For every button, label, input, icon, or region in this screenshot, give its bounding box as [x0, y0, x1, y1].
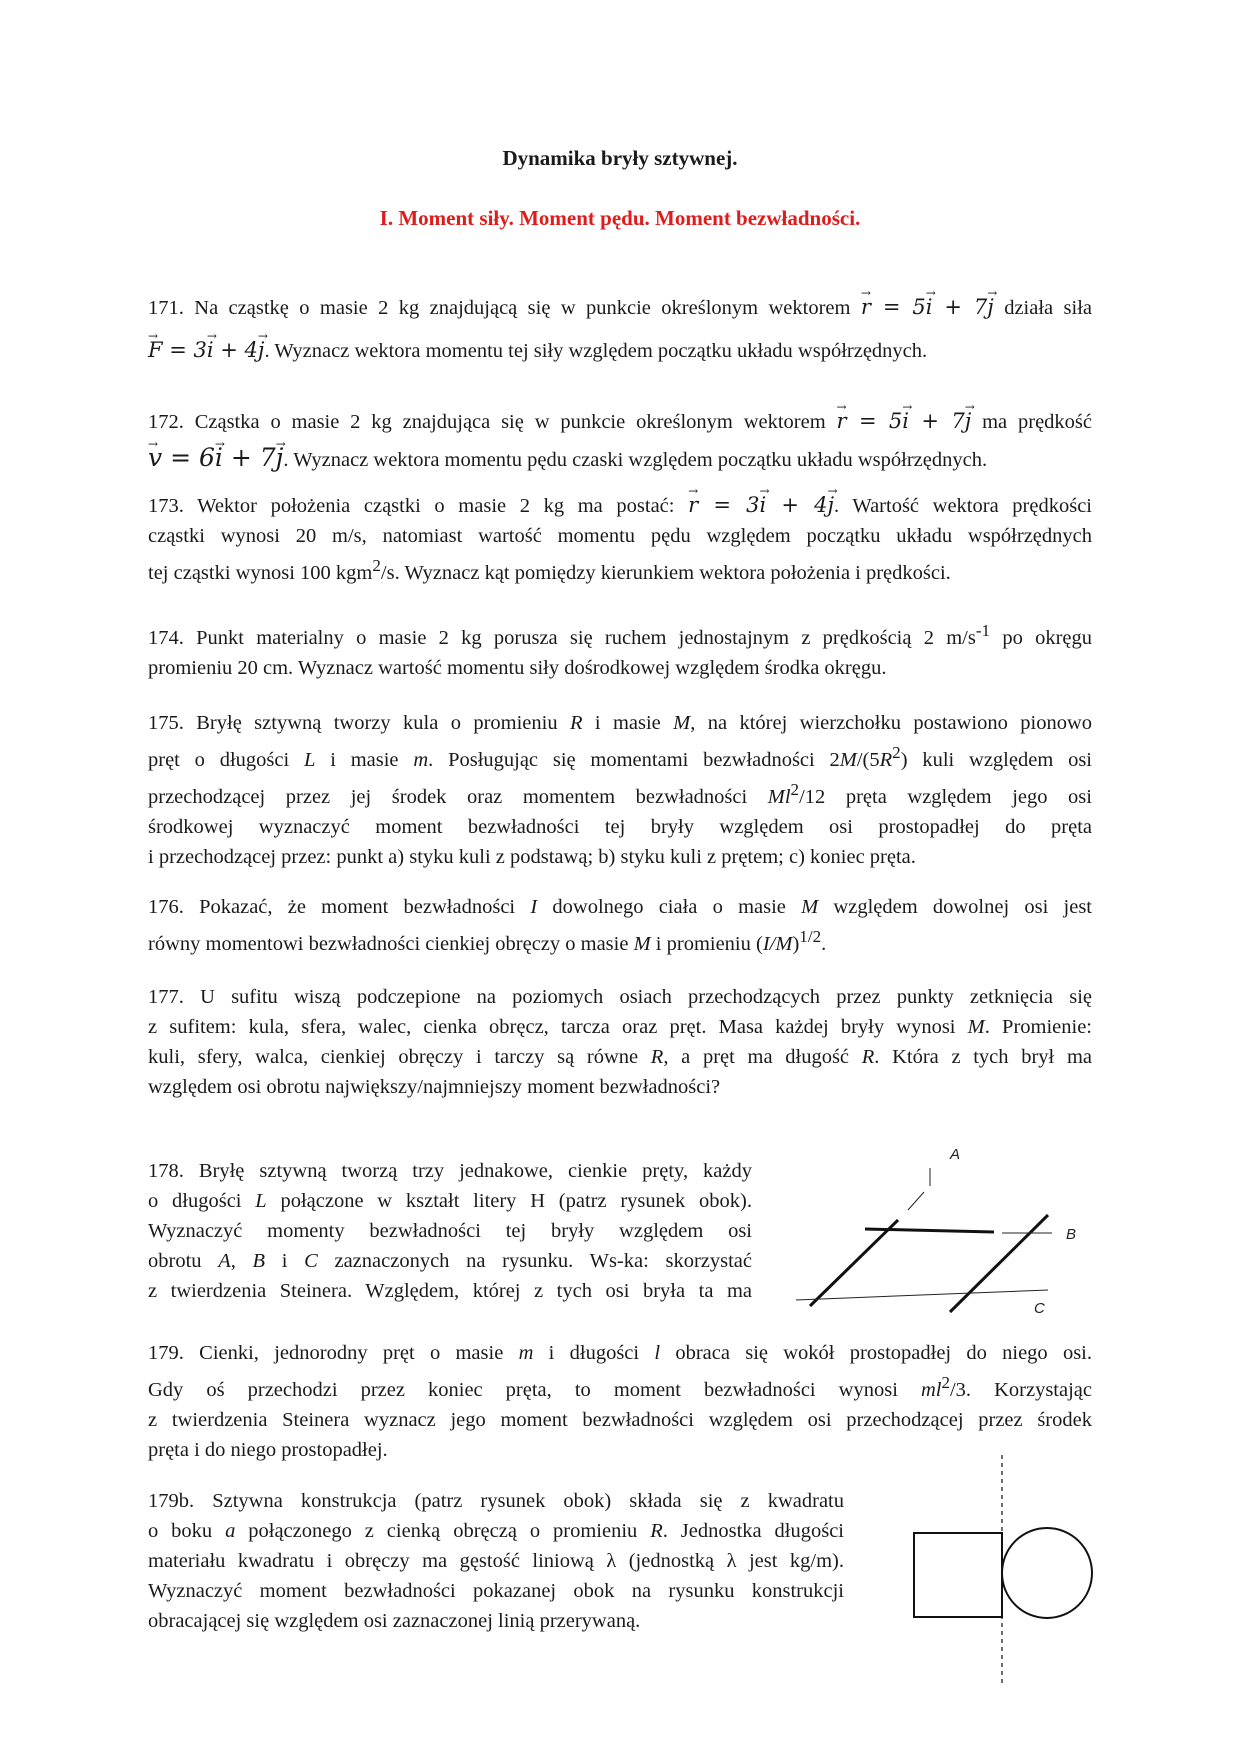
problem-178-line-1: 178. Bryłę sztywną tworzą trzy jednakowe, cienkie pręty, każdy [148, 1160, 752, 1182]
problem-174-line-1: 174. Punkt materialny o masie 2 kg porusza się ruchem jednostajnym z prędkością 2 $m/s^{-1}$ po okręgu [148, 621, 1092, 649]
problem-177-line-1: 177. U sufitu wiszą podczepione na poziomych osiach przechodzących przez punkty zetknięcia się [148, 986, 1092, 1008]
problem-173-line-3: tej cząstki wynosi 100 kgm$^2$/s. Wyznacz kąt pomiędzy kierunkiem wektora położenia i prędkości. [148, 556, 951, 584]
problem-179-line-4: pręta i do niego prostopadłej. [148, 1438, 388, 1461]
problem-179b-line-2: o boku a połączonego z cienką obręczą o promieniu R. Jednostka długości [148, 1520, 844, 1542]
problem-175-line-2: pręt o długości L i masie m. Posługując się momentami bezwładności $2M/(5R^2)$ kuli względem osi [148, 743, 1092, 771]
problem-177 [148, 982, 1092, 1102]
problem-177-line-4: względem osi obrotu największy/najmniejszy moment bezwładności? [148, 1076, 721, 1098]
problem-179-line-3: z twierdzenia Steinera wyznacz jego moment bezwładności względem osi przechodzącej przez środek [148, 1408, 1092, 1431]
problem-178-line-4: obrotu A, B i C zaznaczonych na rysunku. Ws-ka: skorzystać [148, 1250, 753, 1272]
rod-left [810, 1220, 898, 1306]
section-title: I. Moment siły. Moment pędu. Moment bezwładności. [379, 206, 861, 230]
problem-175-line-1: 175. Bryłę sztywną tworzy kula o promieniu R i masie M, na której wierzchołku postawiono pionowo [148, 712, 1093, 734]
problem-179b-line-1: 179b. Sztywna konstrukcja (patrz rysunek obok) składa się z kwadratu [148, 1490, 844, 1512]
vector-v-expression: → v = 6→ i + 7→ j [148, 443, 283, 472]
problem-179b-line-3: materiału kwadratu i obręczy ma gęstość liniową λ (jednostką λ jest kg/m). [148, 1550, 844, 1572]
problem-173 [148, 490, 1092, 588]
problem-171-line-2: → F = 3→ i + 4→ j. Wyznacz wektora momentu tej siły względem początku układu współrzędnych. [148, 335, 1092, 366]
problem-177-line-2: z sufitem: kula, sfera, walec, cienka obręcz, tarcza oraz pręt. Masa każdej bryły wynosi M. Promienie: [148, 1016, 1092, 1038]
rod-right [950, 1215, 1048, 1312]
problem-177-line-3: kuli, sfery, walca, cienkiej obręczy i tarczy są równe R, a pręt ma długość R. Która z tych brył ma [148, 1046, 1092, 1068]
label-b: B [1066, 1226, 1077, 1243]
problem-179-line-2: Gdy oś przechodzi przez koniec pręta, to moment bezwładności wynosi $ml^2/3$. Korzystając [148, 1373, 1092, 1401]
problem-178-line-5: z twierdzenia Steinera. Względem, której z tych osi bryła ta ma [148, 1280, 752, 1302]
problem-173-line-2: cząstki wynosi 20 m/s, natomiast wartość momentu pędu względem początku układu współrzędnych [148, 525, 1092, 547]
problem-172-line-1: 172. Cząstka o masie 2 kg znajdująca się w punkcie określonym wektorem → r = 5→ i + 7→ j ma prędkość [148, 406, 1092, 437]
vector-r-expression: → r = 5→ i + 7→ j [861, 295, 994, 319]
problem-175-line-4: środkowej wyznaczyć moment bezwładności tej bryły względem osi prostopadłej do pręta [148, 815, 1092, 838]
problem-172 [148, 406, 1092, 475]
problem-178-line-3: Wyznaczyć momenty bezwładności tej bryły względem osi [148, 1220, 752, 1242]
problem-175-line-3: przechodzącej przez jej środek oraz momentem bezwładności Ml$^2$/12 pręta względem jego osi [148, 779, 1092, 808]
vector-r-expression: → r = 5→ i + 7→ j [837, 409, 972, 433]
problem-179-line-1: 179. Cienki, jednorodny pręt o masie m i długości l obraca się wokół prostopadłej do niego osi. [148, 1342, 1092, 1364]
problem-178-line-2: o długości L połączone w kształt litery H (patrz rysunek obok). [148, 1190, 752, 1212]
problem-176 [148, 892, 1092, 959]
h-shape-figure [790, 1140, 1080, 1320]
problem-179 [148, 1338, 1092, 1465]
problem-175 [148, 708, 1092, 872]
problem-174 [148, 616, 1092, 683]
problem-178 [148, 1156, 752, 1306]
problem-173-line-1: 173. Wektor położenia cząstki o masie 2 kg ma postać: → r = 3→ i + 4→ j. Wartość wektora prędkości [148, 490, 1092, 521]
ring-shape [1002, 1528, 1092, 1618]
problem-171 [148, 292, 1092, 366]
problem-179b-line-4: Wyznaczyć moment bezwładności pokazanej obok na rysunku konstrukcji [148, 1580, 844, 1602]
square-ring-figure [900, 1455, 1120, 1685]
axis-a-dash [908, 1192, 924, 1210]
problem-172-line-2: → v = 6→ i + 7→ j. Wyznacz wektora momentu pędu czaski względem początku układu współrzędnych. [148, 443, 1092, 475]
label-c: C [1034, 1300, 1045, 1317]
problem-174-line-2: promieniu 20 cm. Wyznacz wartość momentu siły dośrodkowej względem środka okręgu. [148, 656, 887, 679]
problem-176-line-1: 176. Pokazać, że moment bezwładności I dowolnego ciała o masie M względem dowolnej osi jest [148, 896, 1093, 918]
problem-179b [148, 1486, 844, 1636]
vector-f-expression: → F = 3→ i + 4→ j [148, 338, 264, 362]
problem-176-line-2: równy momentowi bezwładności cienkiej obręczy o masie M i promieniu $(I/M)^{1/2}$. [148, 927, 827, 955]
problem-175-line-5: i przechodzącej przez: punkt a) styku kuli z podstawą; b) styku kuli z prętem; c) koniec pręta. [148, 845, 916, 868]
label-a: A [950, 1146, 961, 1163]
vector-r-expression: → r = 3→ i + 4→ j [688, 493, 834, 517]
problem-171-line-1: 171. Na cząstkę o masie 2 kg znajdującą się w punkcie określonym wektorem → r = 5→ i + 7→ j działa siła [148, 292, 1092, 323]
problem-179b-line-5: obracającej się względem osi zaznaczonej linią przerywaną. [148, 1610, 641, 1632]
page-title: Dynamika bryły sztywnej. [502, 146, 738, 170]
square-shape [914, 1533, 1002, 1617]
axis-c-line [796, 1290, 1048, 1300]
